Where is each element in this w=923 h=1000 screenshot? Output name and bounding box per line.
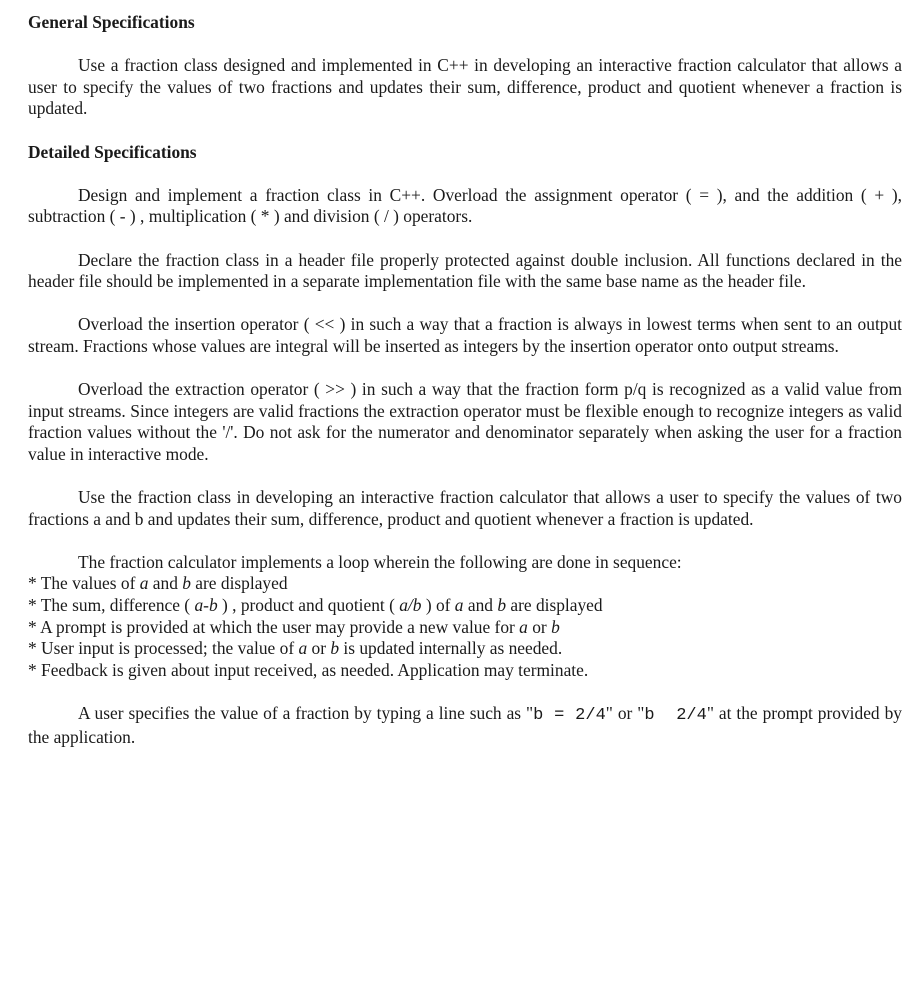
spacer [28, 120, 902, 142]
heading-general-specifications: General Specifications [28, 12, 195, 32]
paragraph-loop-intro: The fraction calculator implements a loop wherein the following are done in sequence: [78, 551, 682, 572]
paragraph-operators: Design and implement a fraction class in C++. Overload the assignment operator ( = ), and the addition ( + ), subtraction ( - ) , multiplication ( * ) and division ( / ) operators. [28, 184, 902, 227]
list-item: * Feedback is given about input received, as needed. Application may terminate. [28, 659, 589, 680]
spacer [28, 465, 902, 487]
document-page [28, 12, 902, 748]
list-item: * User input is processed; the value of a or b is updated internally as needed. [28, 638, 563, 659]
paragraph-user-input-example: A user specifies the value of a fraction by typing a line such as "b = 2/4" or "b 2/4" at the prompt provided by the application. [28, 703, 902, 747]
list-item: * The values of a and b are displayed [28, 573, 288, 594]
code-example-1: b = 2/4 [533, 706, 606, 725]
spacer [28, 681, 902, 703]
list-item: * A prompt is provided at which the user may provide a new value for a or b [28, 616, 560, 637]
paragraph-calculator: Use the fraction class in developing an interactive fraction calculator that allows a user to specify the values of two fractions a and b and updates their sum, difference, product and quotient whenever a fraction is updated. [28, 487, 902, 529]
spacer [28, 358, 902, 380]
code-example-2: b 2/4 [644, 706, 707, 725]
spacer [28, 530, 902, 552]
list-item: * The sum, difference ( a-b ) , product and quotient ( a/b ) of a and b are displayed [28, 595, 603, 616]
spacer [28, 293, 902, 315]
heading-detailed-specifications: Detailed Specifications [28, 141, 197, 162]
loop-steps-list [28, 573, 902, 681]
spacer [28, 228, 902, 250]
paragraph-header-file: Declare the fraction class in a header file properly protected against double inclusion. All functions declared in the header file should be implemented in a separate implementation file with the same base name as the header file. [28, 249, 902, 292]
paragraph-insertion-operator: Overload the insertion operator ( << ) in such a way that a fraction is always in lowest terms when sent to an output stream. Fractions whose values are integral will be inserted as integers by the insertion operator onto output streams. [28, 314, 902, 356]
spacer [28, 163, 902, 185]
paragraph-general-overview: Use a fraction class designed and implemented in C++ in developing an interactive fraction calculator that allows a user to specify the values of two fractions and updates their sum, difference, product and quotient whenever a fraction is updated. [28, 55, 902, 119]
paragraph-extraction-operator: Overload the extraction operator ( >> ) in such a way that the fraction form p/q is recognized as a valid value from input streams. Since integers are valid fractions the extraction operator must be flexible enough to recognize integers as valid fraction values without the '/'. Do not ask for the numerator and denominator separately when asking the user for a fraction value in interactive mode. [28, 379, 902, 464]
spacer [28, 34, 902, 56]
